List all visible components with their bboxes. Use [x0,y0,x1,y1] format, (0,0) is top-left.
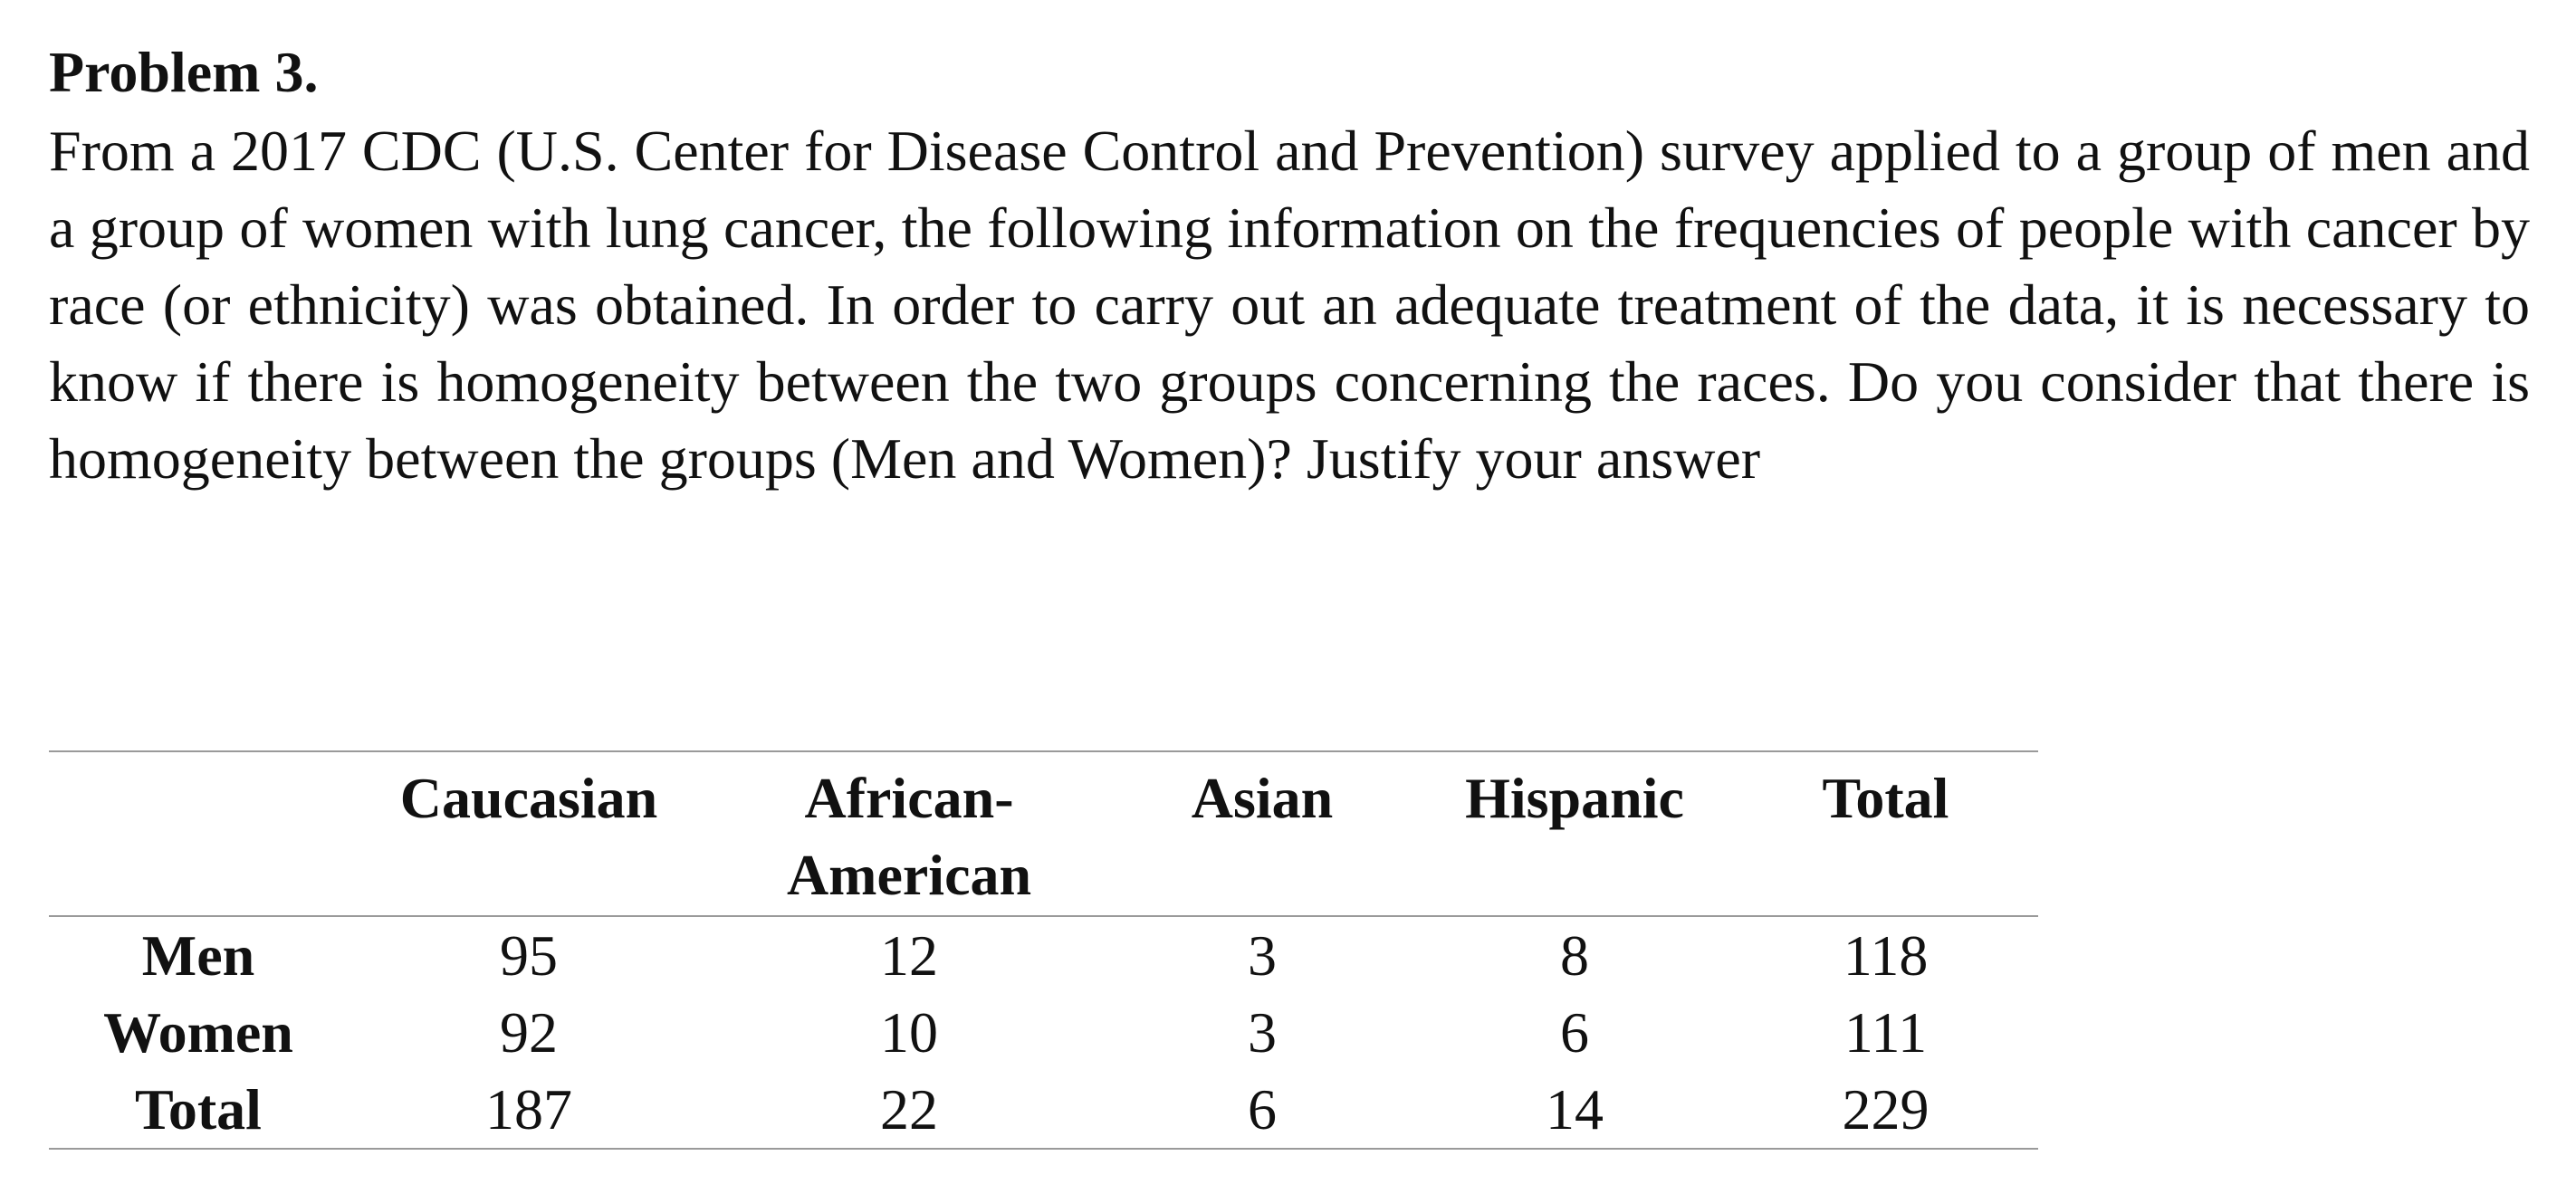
table-row-women [49,994,2038,1071]
cell: 95 [500,923,558,988]
header-caucasian: Caucasian [399,766,658,830]
cell: 187 [485,1077,572,1141]
header-hispanic: Hispanic [1465,766,1684,830]
cell: 10 [880,1000,938,1065]
cell: 22 [880,1077,938,1141]
frequency-table [49,750,2038,1150]
cell: 3 [1248,923,1277,988]
cell: 118 [1843,923,1929,988]
header-total: Total [1822,766,1949,830]
row-label: Men [141,923,255,988]
row-label: Total [135,1077,262,1141]
cell: 229 [1842,1077,1930,1141]
header-blank [49,751,348,916]
cell: 14 [1546,1077,1604,1141]
row-label: Women [103,1000,293,1065]
header-asian: Asian [1191,766,1334,830]
problem-statement: From a 2017 CDC (U.S. Center for Disease Control and Prevention) survey applied to a group of men and a group of women with lung cancer, the following information on the frequencies of people with cancer by race (or ethnicity) was obtained. In order to carry out an adequate treatment of the data, it is necessary to know if there is homogeneity between the two groups concerning the races. Do you consider that there is homogeneity between the groups (Men and Women)? Justify your answer [49,119,2530,491]
cell: 6 [1248,1077,1277,1141]
cell: 111 [1843,1000,1928,1065]
problem-title: Problem 3. [49,40,319,104]
cell: 8 [1560,923,1589,988]
table-header-row [49,751,2038,916]
cell: 12 [880,923,938,988]
cell: 92 [500,1000,558,1065]
table-row-men [49,916,2038,994]
header-african-american: African- American [786,766,1032,907]
cell: 3 [1248,1000,1277,1065]
cell: 6 [1560,1000,1589,1065]
table-row-total [49,1071,2038,1149]
